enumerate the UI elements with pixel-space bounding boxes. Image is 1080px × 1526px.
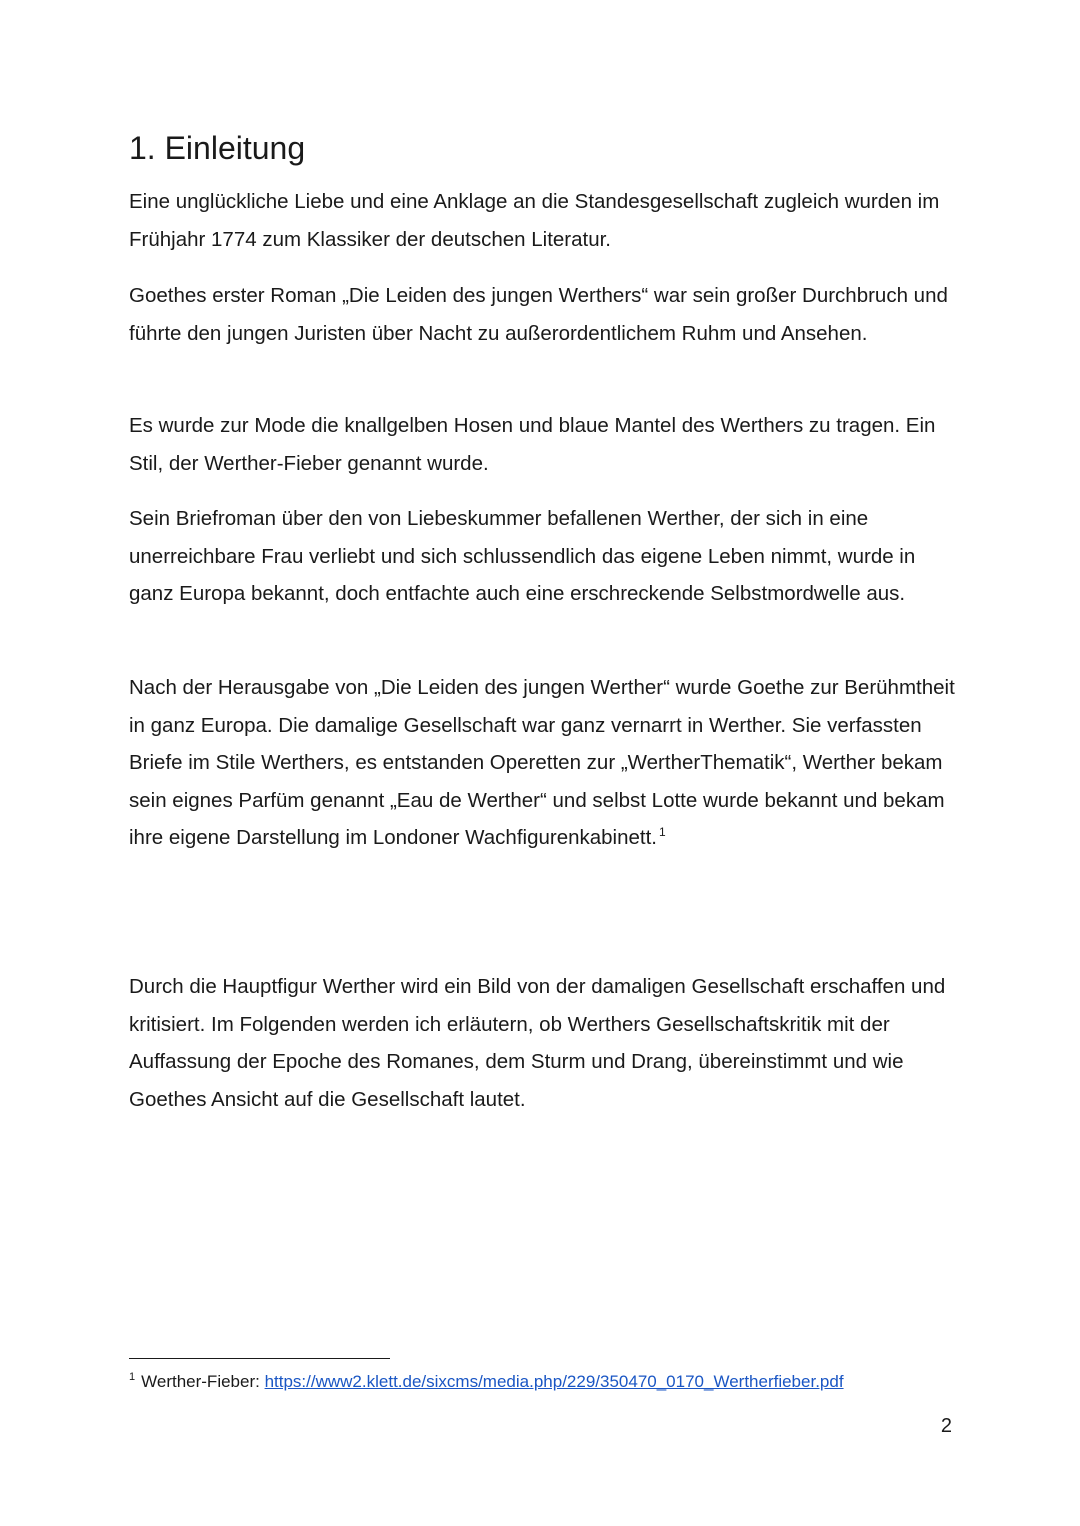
footnote bbox=[129, 1370, 844, 1394]
footnote-label: Werther-Fieber: bbox=[141, 1372, 260, 1391]
paragraph-5-text: Nach der Herausgabe von „Die Leiden des jungen Werther“ wurde Goethe zur Berühmtheit in ganz Europa. Die damalige Gesellschaft war ganz vernarrt in Werther. Sie verfassten Briefe im Stile Werthers, es entstanden Operetten zur „WertherThematik“, Werther bekam sein eignes Parfüm genannt „Eau de Werther“ und selbst Lotte wurde bekannt und bekam ihre eigene Darstellung im Londoner Wachfigurenkabinett. bbox=[129, 676, 955, 849]
footnote-mark: 1 bbox=[129, 1371, 136, 1384]
paragraph-1: Eine unglückliche Liebe und eine Anklage an die Standesgesellschaft zugleich wurden im Frühjahr 1774 zum Klassiker der deutschen Literatur. bbox=[129, 190, 940, 251]
paragraph-3: Es wurde zur Mode die knallgelben Hosen und blaue Mantel des Werthers zu tragen. Ein Stil, der Werther-Fieber genannt wurde. bbox=[129, 414, 936, 475]
footnote-link[interactable]: https://www2.klett.de/sixcms/media.php/229/350470_0170_Wertherfieber.pdf bbox=[264, 1372, 844, 1391]
page-number: 2 bbox=[940, 1415, 952, 1437]
paragraph-5 bbox=[129, 669, 959, 857]
section-heading: 1. Einleitung bbox=[129, 130, 306, 166]
paragraph-4: Sein Briefroman über den von Liebeskummer befallenen Werther, der sich in eine unerreichbare Frau verliebt und sich schlussendlich das eigene Leben nimmt, wurde in ganz Europa bekannt, doch entfachte auch eine erschreckende Selbstmordwelle aus. bbox=[129, 507, 916, 605]
paragraph-2: Goethes erster Roman „Die Leiden des jungen Werthers“ war sein großer Durchbruch und führte den jungen Juristen über Nacht zu außerordentlichem Ruhm und Ansehen. bbox=[129, 284, 948, 345]
footnote-separator bbox=[129, 1358, 390, 1359]
paragraph-6: Durch die Hauptfigur Werther wird ein Bild von der damaligen Gesellschaft erschaffen und kritisiert. Im Folgenden werden ich erläutern, ob Werthers Gesellschaftskritik mit der Auffassung der Epoche des Romanes, dem Sturm und Drang, übereinstimmt und wie Goethes Ansicht auf die Gesellschaft lautet. bbox=[129, 975, 946, 1111]
footnote-reference[interactable]: 1 bbox=[659, 825, 666, 840]
